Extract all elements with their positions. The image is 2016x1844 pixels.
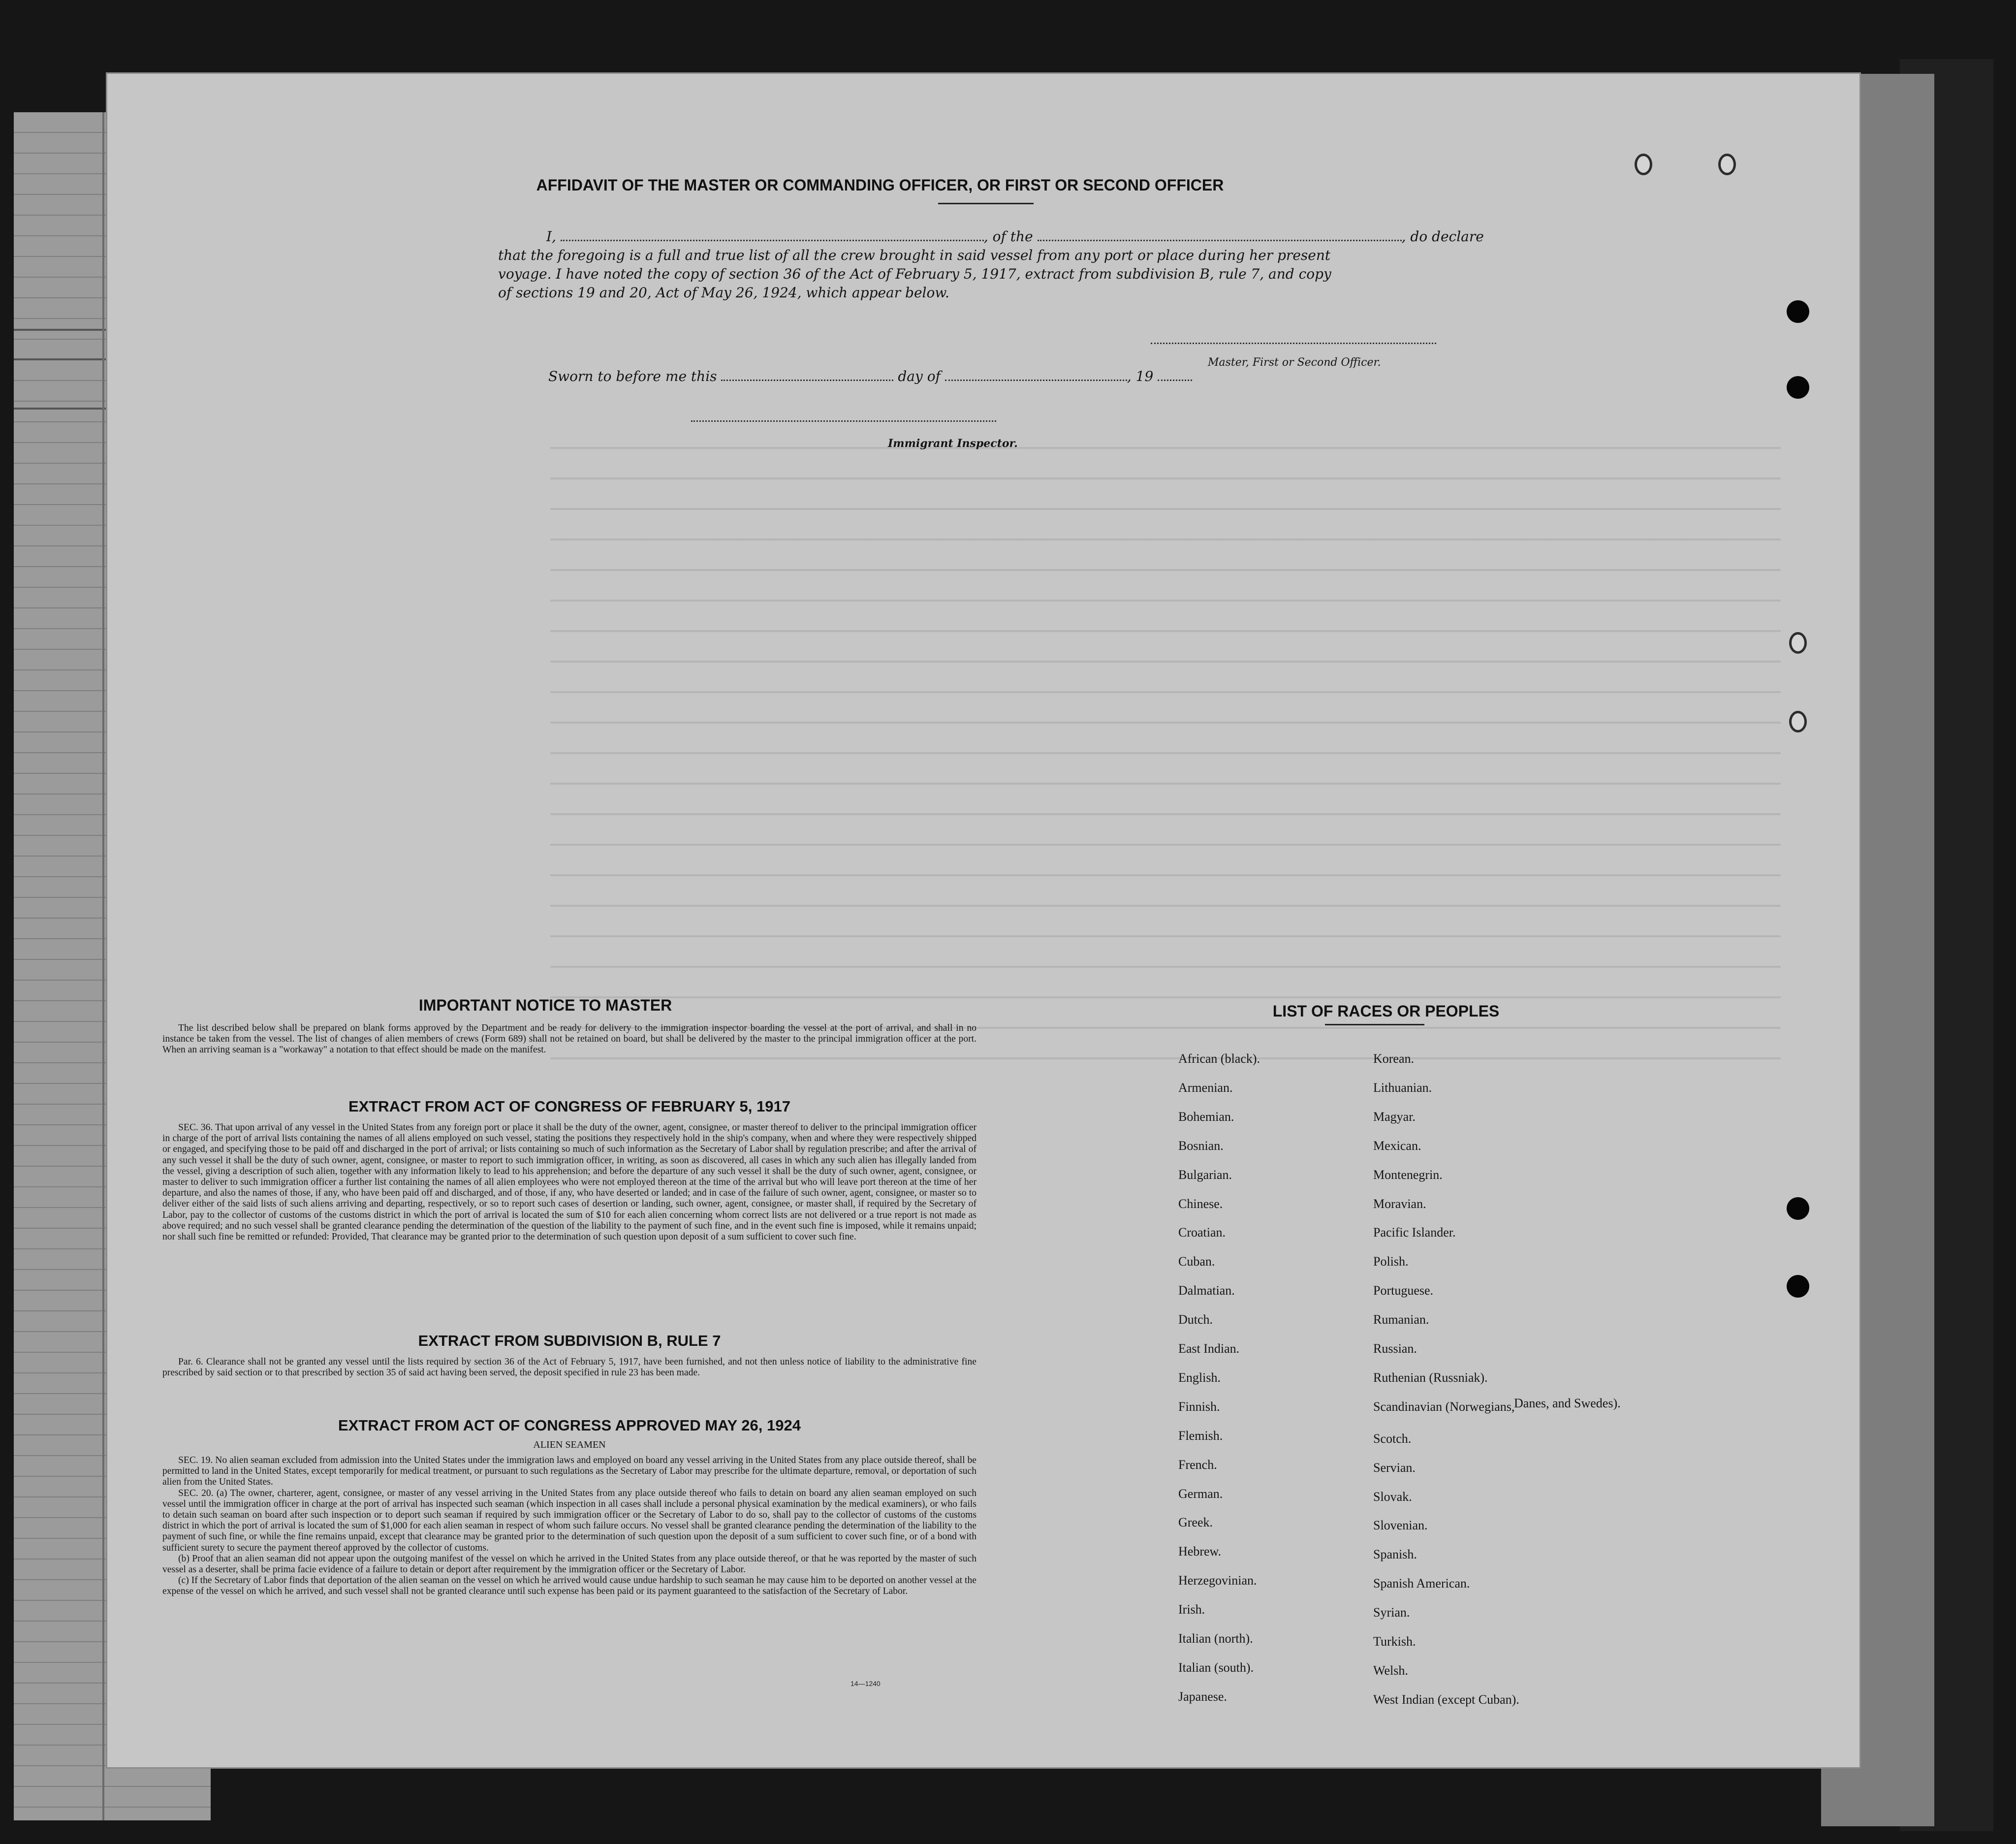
punch-hole <box>1787 300 1809 323</box>
subdivision-b-title: EXTRACT FROM SUBDIVISION B, RULE 7 <box>418 1332 721 1349</box>
race-item: Italian (south). <box>1178 1660 1254 1675</box>
affidavit-title: AFFIDAVIT OF THE MASTER OR COMMANDING OFFICER, OR FIRST OR SECOND OFFICER <box>536 176 1224 194</box>
race-item-continuation: Danes, and Swedes). <box>1514 1396 1621 1410</box>
race-item: Slovenian. <box>1373 1518 1428 1533</box>
extract-1917-body <box>162 1122 976 1242</box>
affidavit-line-2: that the foregoing is a full and true list of all the crew brought in said vessel from any port or place during her present <box>498 247 1331 263</box>
race-item: English. <box>1178 1370 1221 1385</box>
sworn-line <box>548 368 1192 384</box>
master-signature-label: Master, First or Second Officer. <box>1208 356 1381 369</box>
race-item: Welsh. <box>1373 1663 1408 1678</box>
race-item: Spanish. <box>1373 1547 1417 1562</box>
sworn-day-of: day of <box>898 368 941 384</box>
extract-1924-title: EXTRACT FROM ACT OF CONGRESS APPROVED MAY 26, 1924 <box>338 1417 801 1434</box>
race-item: Korean. <box>1373 1051 1415 1066</box>
section-20c-paragraph: (c) If the Secretary of Labor finds that deportation of the alien seaman on the vessel on which he arrived would cause undue hardship to such seaman he may cause him to be deported on another vessel at the expense of the vessel on which he arrived, and such vessel shall not be granted clearance until such expense has been paid or its payment guaranteed to the satisfaction of the Secretary of Labor. <box>162 1575 976 1597</box>
race-item: Moravian. <box>1373 1196 1426 1211</box>
race-item: African (black). <box>1178 1051 1260 1066</box>
subdivision-b-body <box>162 1357 976 1378</box>
race-item: Montenegrin. <box>1373 1167 1443 1182</box>
race-item: Cuban. <box>1178 1254 1215 1269</box>
race-item: Croatian. <box>1178 1225 1226 1240</box>
punch-hole <box>1787 1197 1809 1220</box>
race-item: Ruthenian (Russniak). <box>1373 1370 1488 1385</box>
race-item: Portuguese. <box>1373 1283 1434 1298</box>
punch-hole-ring <box>1789 632 1807 654</box>
punch-hole <box>1787 1275 1809 1298</box>
race-item: Scandinavian (Norwegians, <box>1373 1399 1515 1414</box>
section-20b-paragraph: (b) Proof that an alien seaman did not appear upon the outgoing manifest of the vessel on which he arrived in the United States from any place outside thereof, or that he was reported by the master of such vessel as a deserter, shall be prima facie evidence of a failure to detain or deport after requirement by the immigration officer or the Secretary of Labor. <box>162 1553 976 1575</box>
paragraph-6: Par. 6. Clearance shall not be granted any vessel until the lists required by section 36 of the Act of February 5, 1917, have been furnished, and not then unless notice of liability to the administrative fine prescribed by said section or to that prescribed by section 35 of said act having been served, the deposit specified in rule 23 has been made. <box>162 1357 976 1378</box>
inspector-label: Immigrant Inspector. <box>888 437 1018 450</box>
name-blank <box>561 240 984 241</box>
race-item: Pacific Islander. <box>1373 1225 1456 1240</box>
sworn-prefix: Sworn to before me this <box>548 368 717 384</box>
race-item: Polish. <box>1373 1254 1409 1269</box>
extract-1917-title: EXTRACT FROM ACT OF CONGRESS OF FEBRUARY 5, 1917 <box>348 1098 790 1115</box>
section-36-paragraph: SEC. 36. That upon arrival of any vessel in the United States from any foreign port or place it shall be the duty of the owner, agent, consignee, or master thereof to deliver to the principal immigration officer in charge of the port of arrival lists containing the names of all aliens employed on such vessel, stating the positions they respectively hold in the ship's company, when and where they were respectively shipped or engaged, and specifying those to be paid off and discharged in the port of arrival; or lists containing so much of such information as the Secretary of Labor shall by regulation prescribe; and after the arrival of any such vessel it shall be the duty of such owner, agent, consignee, or master to report to such immigration officer, in writing, as soon as discovered, all cases in which any such alien has illegally landed from the vessel, giving a description of such alien, together with any information likely to lead to his apprehension; and before the departure of any such vessel it shall be the duty of such owner, agent, consignee, or master to deliver to such immigration officer a further list containing the names of all alien employees who were not employed thereon at the time of the arrival but who will leave port thereon at the time of her departure, and also the names of those, if any, who have been paid off and discharged, and of those, if any, who have deserted or landed; and in case of the failure of such owner, agent, consignee, or master so to deliver either of the said lists of such aliens arriving and departing, respectively, or so to report such cases of desertion or landing, such owner, agent, consignee, or master shall, if required by the Secretary of Labor, pay to the collector of customs of the customs district in which the port of arrival is located the sum of $10 for each alien concerning whom correct lists are not delivered or a true report is not made as above required; and no such vessel shall be granted clearance pending the determination of the question of the liability to the payment of such fine, and in the event such fine is imposed, while it remains unpaid; nor shall such fine be remitted or refunded: Provided, That clearance may be granted prior to the determination of such question upon deposit of a sum sufficient to cover such fine. <box>162 1122 976 1242</box>
races-title-underline <box>1325 1024 1424 1025</box>
inspector-signature-blank <box>691 420 996 422</box>
race-item: Irish. <box>1178 1602 1205 1617</box>
punch-hole-ring <box>1789 711 1807 732</box>
race-item: Dalmatian. <box>1178 1283 1235 1298</box>
affidavit-line-1 <box>546 228 1484 245</box>
race-item: Herzegovinian. <box>1178 1573 1257 1588</box>
race-item: Chinese. <box>1178 1196 1223 1211</box>
alien-seamen-subtitle: ALIEN SEAMEN <box>533 1439 606 1450</box>
sworn-year: , 19 <box>1127 368 1154 384</box>
race-item: Magyar. <box>1373 1109 1416 1124</box>
document-page <box>107 74 1859 1767</box>
race-item: Japanese. <box>1178 1689 1227 1704</box>
notice-body <box>162 1023 976 1056</box>
punch-hole-ring <box>1718 154 1736 175</box>
race-item: Turkish. <box>1373 1634 1416 1649</box>
race-item: Slovak. <box>1373 1489 1412 1504</box>
race-item: Bohemian. <box>1178 1109 1234 1124</box>
title-underline <box>938 203 1034 204</box>
race-item: Dutch. <box>1178 1312 1213 1327</box>
master-signature-blank <box>1151 343 1436 344</box>
race-item: Armenian. <box>1178 1080 1233 1095</box>
race-item: Hebrew. <box>1178 1544 1222 1559</box>
punch-hole <box>1787 376 1809 399</box>
affidavit-do-declare: , do declare <box>1401 228 1484 245</box>
races-title: LIST OF RACES OR PEOPLES <box>1272 1002 1500 1020</box>
section-19-paragraph: SEC. 19. No alien seaman excluded from admission into the United States under the immigration laws and employed on board any vessel arriving in the United States from any place outside thereof, shall be permitted to land in the United States, except temporarily for medical treatment, or pursuant to such regulations as the Secretary of Labor may prescribe for the ultimate departure, removal, or deportation of such alien from the United States. <box>162 1455 976 1488</box>
bleed-through-texture <box>550 418 1781 1083</box>
year-blank <box>1158 380 1192 381</box>
affidavit-i: I, <box>546 228 556 245</box>
race-item: Bulgarian. <box>1178 1167 1232 1182</box>
race-item: Mexican. <box>1373 1138 1421 1153</box>
race-item: Greek. <box>1178 1515 1213 1530</box>
race-item: German. <box>1178 1486 1223 1501</box>
race-item: Flemish. <box>1178 1428 1223 1443</box>
race-item: East Indian. <box>1178 1341 1240 1356</box>
race-item: Bosnian. <box>1178 1138 1224 1153</box>
race-item: West Indian (except Cuban). <box>1373 1692 1519 1707</box>
notice-paragraph: The list described below shall be prepared on blank forms approved by the Department and be ready for delivery to the immigration inspector boarding the vessel at the port of arrival, and shall in no instance be taken from the vessel. The list of changes of alien members of crews (Form 689) shall not be retained on board, but shall be delivered by the master to the principal immigration officer at the port. When an arriving seaman is a "workaway" a notation to that effect should be made on the manifest. <box>162 1023 976 1055</box>
extract-1924-body <box>162 1455 976 1597</box>
vessel-blank <box>1038 240 1402 241</box>
affidavit-of-the: , of the <box>983 228 1033 245</box>
notice-title: IMPORTANT NOTICE TO MASTER <box>418 996 672 1014</box>
punch-hole-ring <box>1635 154 1652 175</box>
day-blank <box>721 380 893 381</box>
section-20a-paragraph: SEC. 20. (a) The owner, charterer, agent, consignee, or master of any vessel arriving in the United States from any place outside thereof who fails to detain on board any alien seaman employed on such vessel until the immigration officer in charge at the port of arrival has inspected such seaman (which inspection in all cases shall include a personal physical examination by the medical examiners), or who fails to detain such seaman on board after such inspection or to deport such seaman if required by such immigration officer or the Secretary of Labor to do so, shall pay to the collector of customs of the customs district in which the port of arrival is located the sum of $1,000 for each alien seaman in respect of whom such failure occurs. No vessel shall be granted clearance pending the determination of the liability to the payment of such fine, or while the fine remains unpaid, except that clearance may be granted prior to the determination of such question upon the deposit of a sum sufficient to cover such fine, or of a bond with sufficient surety to secure the payment thereof approved by the collector of customs. <box>162 1488 976 1553</box>
month-blank <box>945 380 1127 381</box>
race-item: French. <box>1178 1457 1217 1472</box>
race-item: Russian. <box>1373 1341 1417 1356</box>
race-item: Italian (north). <box>1178 1631 1253 1646</box>
race-item: Finnish. <box>1178 1399 1220 1414</box>
race-item: Servian. <box>1373 1460 1416 1475</box>
form-number: 14—1240 <box>850 1680 881 1687</box>
race-item: Lithuanian. <box>1373 1080 1432 1095</box>
race-item: Rumanian. <box>1373 1312 1429 1327</box>
left-sheet-column-line <box>102 112 104 1820</box>
race-item: Spanish American. <box>1373 1576 1470 1591</box>
race-item: Syrian. <box>1373 1605 1410 1620</box>
race-item: Scotch. <box>1373 1431 1412 1446</box>
affidavit-line-3: voyage. I have noted the copy of section 36 of the Act of February 5, 1917, extract from subdivision B, rule 7, and copy <box>498 266 1331 282</box>
affidavit-line-4: of sections 19 and 20, Act of May 26, 1924, which appear below. <box>498 285 949 301</box>
